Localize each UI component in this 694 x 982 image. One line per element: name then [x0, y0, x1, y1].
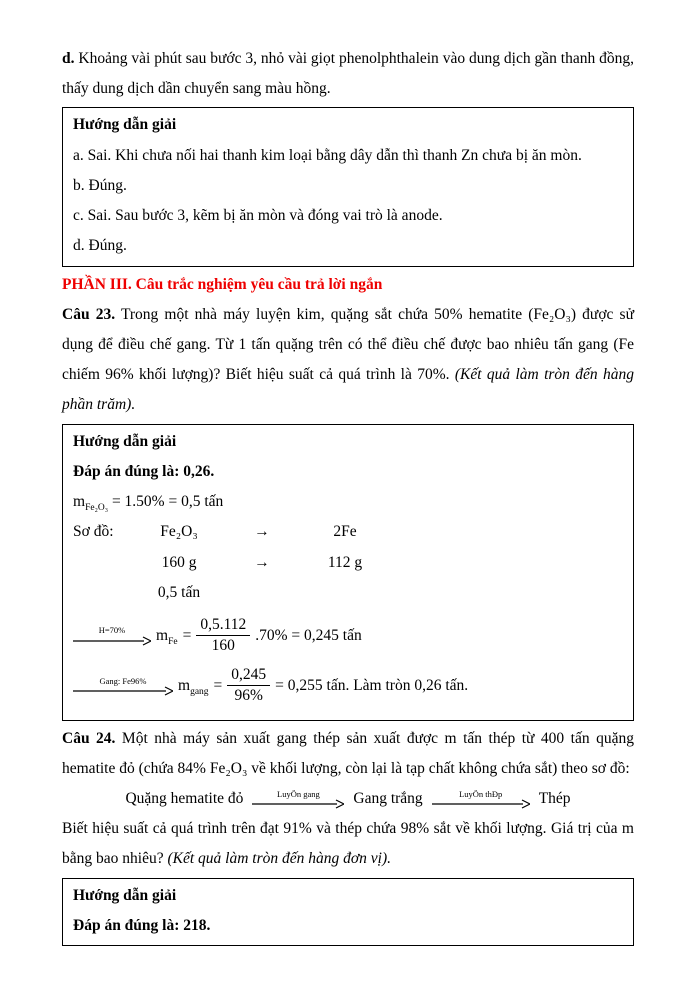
- solution-box-1: [62, 107, 634, 266]
- arrow-label: H=70%: [98, 625, 126, 636]
- solution-line-a: a. Sai. Khi chưa nối hai thanh kim loại bằng dây dẫn thì thanh Zn chưa bị ăn mòn.: [73, 146, 582, 164]
- scheme-cell: 0,5 tấn: [157, 583, 201, 601]
- fraction-denominator: 96%: [234, 687, 263, 705]
- statement-d-text: Khoảng vài phút sau bước 3, nhỏ vài giọt phenolphthalein vào dung dịch gần thanh đồng, thấy dung dịch dần chuyển sang màu hồng.: [62, 50, 634, 98]
- question-24-text2: Biết hiệu suất cả quá trình trên đạt 91% và thép chứa 98% sắt về khối lượng. Giá trị của m bằng bao nhiêu?: [62, 820, 634, 868]
- solution-line-c: c. Sai. Sau bước 3, kẽm bị ăn mòn và đóng vai trò là anode.: [73, 207, 443, 225]
- question-23: [62, 300, 634, 421]
- arrow-label: Gang: Fe96%: [99, 675, 147, 686]
- scheme-table: [73, 517, 623, 608]
- question-24-continued: [62, 814, 634, 874]
- solution-box-23: [62, 424, 634, 721]
- arrow-icon: [73, 686, 173, 696]
- mass-symbol: m: [73, 493, 86, 511]
- statement-d: [62, 44, 634, 104]
- scheme-cell: Fe₂O₃: [160, 523, 198, 541]
- arrow-icon: [252, 799, 344, 809]
- scheme-cell: 2Fe: [333, 523, 357, 541]
- scheme-cell: 112 g: [327, 553, 363, 571]
- solution-title: Hướng dẫn giải: [73, 116, 177, 134]
- equation-1: [73, 615, 623, 656]
- fraction-numerator: 0,245: [227, 665, 270, 686]
- scheme-start: Quặng hematite đỏ: [125, 789, 244, 807]
- question-24-text: Một nhà máy sản xuất gang thép sản xuất được m tấn thép từ 400 tấn quặng hematite đỏ (chứa 84% Fe₂O₃ về khối lượng, còn lại là tạp chất không chứa sắt) theo sơ đồ:: [62, 729, 634, 777]
- question-24-note: (Kết quả làm tròn đến hàng đơn vị).: [167, 850, 391, 868]
- solution-line-b: b. Đúng.: [73, 176, 127, 194]
- equals-sign: =: [182, 626, 192, 644]
- mass-symbol: m: [156, 626, 169, 644]
- reaction-arrow: [252, 789, 344, 809]
- mass-subscript: gang: [190, 686, 209, 697]
- question-24: [62, 724, 634, 784]
- fraction: [196, 615, 250, 656]
- answer-line: Đáp án đúng là: 218.: [73, 916, 211, 934]
- answer-line: Đáp án đúng là: 0,26.: [73, 462, 215, 480]
- eq1-symbol: [156, 627, 178, 645]
- eq1-tail: .70% = 0,245 tấn: [255, 626, 362, 644]
- section-heading: PHẦN III. Câu trắc nghiệm yêu cầu trả lời ngắn: [62, 275, 383, 293]
- equation-2: [73, 665, 623, 706]
- question-23-text: Trong một nhà máy luyện kim, quặng sắt chứa 50% hematite (Fe₂O₃) được sử dụng để điều chế gang. Từ 1 tấn quặng trên có thể điều chế được bao nhiêu tấn gang (Fe chiếm 96% khối lượng)? Biết hiệu suất cả quá trình là 70%.: [62, 305, 634, 384]
- arrow-label: LuyÖn gang: [277, 788, 320, 799]
- question-23-label: Câu 23.: [62, 305, 116, 323]
- equals-sign: =: [213, 676, 223, 694]
- statement-d-label: d.: [62, 50, 75, 67]
- mass-subscript: Fe: [168, 636, 178, 647]
- arrow-label: LuyÖn thÐp: [459, 788, 503, 799]
- eq2-tail: = 0,255 tấn. Làm tròn 0,26 tấn.: [275, 676, 469, 694]
- arrow-icon: →: [254, 523, 270, 541]
- arrow-icon: [73, 636, 151, 646]
- eq2-symbol: [178, 677, 209, 695]
- scheme-spacer: [231, 578, 293, 608]
- scheme-spacer: [73, 578, 127, 608]
- solution-title: Hướng dẫn giải: [73, 432, 177, 450]
- question-23-note: (Kết quả làm tròn đến hàng phần trăm).: [62, 366, 635, 414]
- scheme-label: Sơ đồ:: [73, 523, 114, 541]
- scheme-mid: Gang trắng: [353, 789, 423, 807]
- scheme-spacer: [73, 548, 127, 578]
- reaction-scheme: [62, 784, 634, 814]
- question-24-label: Câu 24.: [62, 729, 116, 747]
- solution-box-24: [62, 878, 634, 946]
- mass-subscript: Fe₂O₃: [85, 503, 109, 514]
- mass-formula-rest: = 1.50% = 0,5 tấn: [108, 493, 224, 511]
- solution-title: Hướng dẫn giải: [73, 886, 177, 904]
- fraction-denominator: 160: [211, 637, 235, 655]
- arrow-icon: [432, 799, 530, 809]
- arrow-icon: →: [254, 553, 270, 571]
- scheme-spacer: [293, 578, 397, 608]
- scheme-cell: 160 g: [161, 553, 197, 571]
- reaction-arrow: [432, 789, 530, 809]
- mass-symbol: m: [178, 676, 191, 694]
- mass-formula: [73, 487, 623, 517]
- solution-line-d: d. Đúng.: [73, 237, 127, 255]
- fraction-numerator: 0,5.112: [196, 615, 250, 636]
- reaction-arrow: [73, 676, 173, 696]
- reaction-arrow: [73, 625, 151, 645]
- scheme-end: Thép: [538, 789, 571, 807]
- fraction: [227, 665, 270, 706]
